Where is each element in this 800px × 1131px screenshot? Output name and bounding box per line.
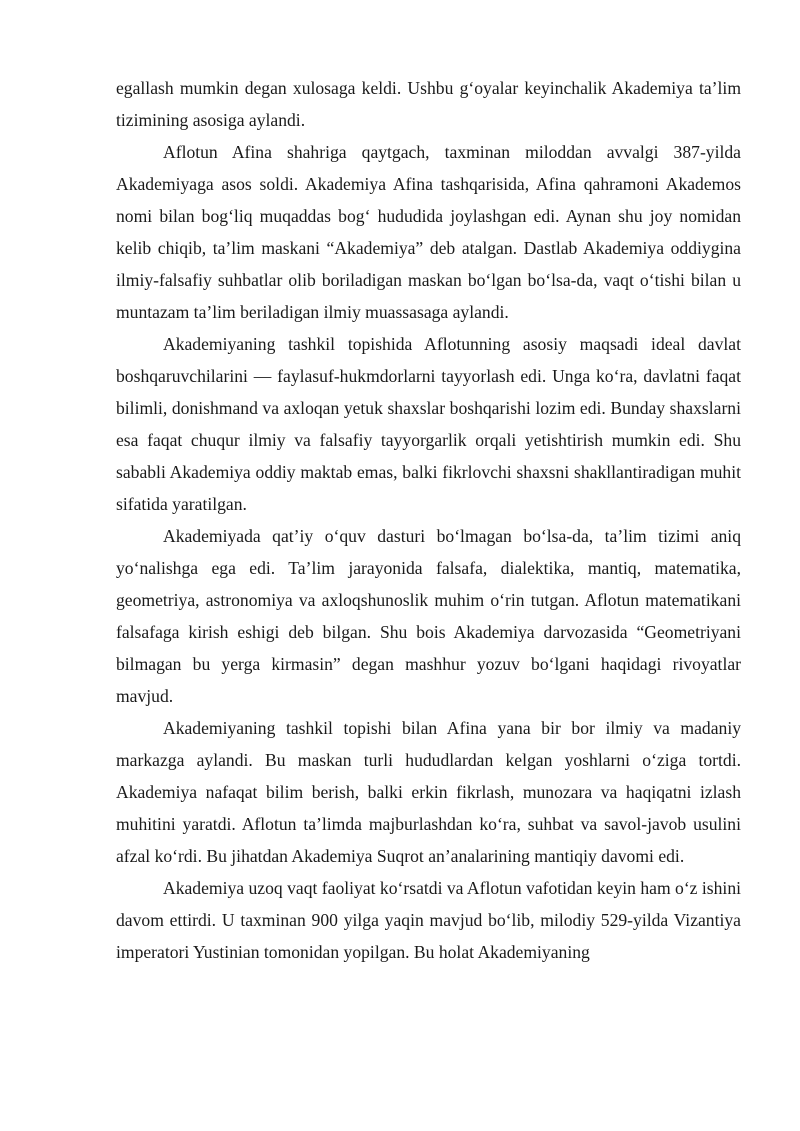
paragraph-continuation: egallash mumkin degan xulosaga keldi. Ushbu g‘oyalar keyinchalik Akademiya ta’lim tizimining asosiga aylandi.: [116, 78, 741, 130]
paragraph-academy-duration: Akademiya uzoq vaqt faoliyat ko‘rsatdi va Aflotun vafotidan keyin ham o‘z ishini davom ettirdi. U taxminan 900 yilga yaqin mavjud bo‘lib, milodiy 529-yilda Vizantiya imperatori Yustinian tomonidan yopilgan. Bu holat Akademiyaning: [116, 878, 741, 962]
paragraph-academy-influence: Akademiyaning tashkil topishi bilan Afina yana bir bor ilmiy va madaniy markazga aylandi. Bu maskan turli hududlardan kelgan yoshlarni o‘ziga tortdi. Akademiya nafaqat bilim berish, balki erkin fikrlash, munozara va haqiqatni izlash muhitini yaratdi. Aflotun ta’limda majburlashdan ko‘ra, suhbat va savol-javob usulini afzal ko‘rdi. Bu jihatdan Akademiya Suqrot an’analarining mantiqiy davomi edi.: [116, 718, 741, 866]
paragraph-academy-purpose: Akademiyaning tashkil topishida Aflotunning asosiy maqsadi ideal davlat boshqaruvchilarini — faylasuf-hukmdorlarni tayyorlash edi. Unga ko‘ra, davlatni faqat bilimli, donishmand va axloqan yetuk shaxslar boshqarishi lozim edi. Bunday shaxslarni esa faqat chuqur ilmiy va falsafiy tayyorgarlik orqali yetishtirish mumkin edi. Shu sababli Akademiya oddiy maktab emas, balki fikrlovchi shaxsni shakllantiradigan muhit sifatida yaratilgan.: [116, 334, 741, 514]
paragraph-academy-founding: Aflotun Afina shahriga qaytgach, taxminan miloddan avvalgi 387-yilda Akademiyaga asos soldi. Akademiya Afina tashqarisida, Afina qahramoni Akademos nomi bilan bog‘liq muqaddas bog‘ hududida joylashgan edi. Aynan shu joy nomidan kelib chiqib, ta’lim maskani “Akademiya” deb atalgan. Dastlab Akademiya oddiygina ilmiy-falsafiy suhbatlar olib boriladigan maskan bo‘lgan bo‘lsa-da, vaqt o‘tishi bilan u muntazam ta’lim beriladigan ilmiy muassasaga aylandi.: [116, 142, 741, 322]
document-page: [116, 72, 741, 968]
paragraph-academy-curriculum: Akademiyada qat’iy o‘quv dasturi bo‘lmagan bo‘lsa-da, ta’lim tizimi aniq yo‘nalishga ega edi. Ta’lim jarayonida falsafa, dialektika, mantiq, matematika, geometriya, astronomiya va axloqshunoslik muhim o‘rin tutgan. Aflotun matematikani falsafaga kirish eshigi deb bilgan. Shu bois Akademiya darvozasida “Geometriyani bilmagan bu yerga kirmasin” degan mashhur yozuv bo‘lgani haqidagi rivoyatlar mavjud.: [116, 526, 741, 706]
